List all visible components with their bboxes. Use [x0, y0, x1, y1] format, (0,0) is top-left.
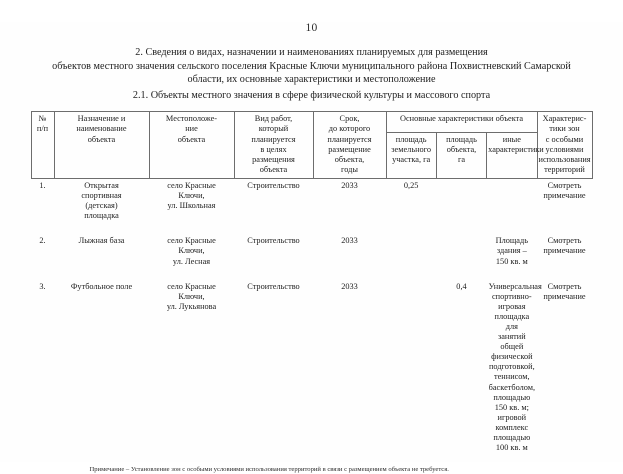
- cell-other-chars: [487, 234, 537, 268]
- cell-object-area: [436, 178, 486, 223]
- cell-line: ул. Лесная: [172, 256, 211, 266]
- header-group-main-characteristics: Основные характеристики объекта: [386, 112, 537, 132]
- cell-line: 2033: [341, 180, 358, 190]
- cell-num: 2.: [39, 236, 46, 246]
- cell-line: Футбольное поле: [70, 281, 133, 291]
- cell-location: [149, 178, 234, 223]
- cell-line: 2033: [341, 281, 358, 291]
- cell-name: [54, 234, 149, 268]
- cell-line: Лыжная база: [78, 236, 125, 246]
- cell-line: Смотреть: [547, 180, 582, 190]
- cell-line: примечание: [543, 191, 586, 201]
- cell-line: подготовкой,: [488, 362, 535, 372]
- cell-work-type: [234, 234, 313, 268]
- cell-term: [313, 280, 386, 456]
- cell-line: 100 кв. м: [495, 443, 528, 453]
- cell-work-type: [234, 280, 313, 456]
- cell-zone-chars: [537, 280, 592, 456]
- table-row: [31, 178, 592, 223]
- cell-line: Строительство: [247, 180, 300, 190]
- cell-line: примечание: [543, 291, 586, 301]
- cell-line: Смотреть: [547, 236, 582, 246]
- cell-line: здания –: [496, 246, 527, 256]
- cell-line: физической: [491, 352, 533, 362]
- cell-num: 3.: [39, 281, 46, 291]
- cell-land-area: [386, 234, 436, 268]
- row-spacer-cell: [31, 223, 592, 234]
- row-spacer: [31, 269, 592, 280]
- header-land-area: площадь земельного участка, га: [386, 132, 436, 178]
- table-note: Примечание – Установление зон с особыми условиями использования территорий в связи с размещением объекта не требуется.: [89, 466, 449, 474]
- cell-object-area: [436, 234, 486, 268]
- document-page: [0, 22, 623, 474]
- title-line-2: объектов местного значения сельского поселения Красные Ключи муниципального района Похвистневский Самарской: [52, 60, 571, 72]
- header-object-area: площадь объекта, га: [436, 132, 486, 178]
- table-header-row-1: [31, 112, 592, 132]
- header-name: Назначение и наименование объекта: [54, 112, 149, 179]
- cell-object-area: [436, 280, 486, 456]
- row-spacer: [31, 223, 592, 234]
- title-line-3: области, их основные характеристики и местоположение: [187, 74, 436, 86]
- cell-line: игровая: [498, 301, 526, 311]
- cell-line: Строительство: [247, 236, 300, 246]
- header-zone-characteristics: Характерис- тики зон с особыми условиями использования территорий: [537, 112, 592, 179]
- cell-line: 0,25: [403, 180, 419, 190]
- cell-work-type: [234, 178, 313, 223]
- cell-line: 2033: [341, 236, 358, 246]
- page-number: 10: [305, 22, 318, 34]
- cell-line: площадью: [493, 392, 531, 402]
- cell-line: ул. Лукьянова: [166, 301, 217, 311]
- cell-land-area: [386, 178, 436, 223]
- cell-num: 1.: [39, 180, 46, 190]
- cell-land-area: [386, 280, 436, 456]
- document-subtitle: 2.1. Объекты местного значения в сфере физической культуры и массового спорта: [132, 89, 491, 101]
- cell-zone-chars: [537, 178, 592, 223]
- document-title-block: [0, 46, 623, 102]
- cell-line: спортивно-: [492, 291, 532, 301]
- cell-line: 150 кв. м: [495, 256, 528, 266]
- cell-name: [54, 280, 149, 456]
- cell-line: площадка для: [494, 311, 530, 331]
- cell-line: площадью: [493, 433, 531, 442]
- cell-term: [313, 178, 386, 223]
- cell-location: [149, 234, 234, 268]
- cell-other-chars: [487, 178, 537, 223]
- cell-location: [149, 280, 234, 456]
- cell-line: игровой: [497, 412, 527, 422]
- cell-line: площадка: [84, 211, 119, 221]
- cell-line: баскетболом,: [488, 382, 536, 392]
- cell-line: село Красные: [167, 236, 216, 246]
- table-row: [31, 280, 592, 456]
- cell-line: 0,4: [456, 281, 467, 291]
- cell-line: Ключи,: [178, 291, 205, 301]
- cell-line: комплекс: [495, 422, 529, 432]
- objects-table: [31, 111, 593, 455]
- cell-other-chars: [487, 280, 542, 456]
- cell-line: Площадь: [495, 236, 528, 246]
- cell-line: примечание: [543, 246, 586, 256]
- cell-line: 150 кв. м;: [494, 402, 529, 412]
- cell-line: Смотреть: [547, 281, 582, 291]
- cell-line: занятий общей: [497, 332, 526, 352]
- cell-line: (детская): [85, 201, 118, 211]
- header-work-type: Вид работ, который планируется в целях размещения объекта: [234, 112, 313, 179]
- cell-line: село Красные: [167, 180, 216, 190]
- header-other-characteristics: иные характеристики: [487, 132, 537, 178]
- header-num: № п/п: [31, 112, 54, 179]
- table-body: [31, 178, 592, 455]
- cell-line: село Красные: [167, 281, 216, 291]
- cell-name: [54, 178, 149, 223]
- cell-line: Ключи,: [178, 191, 205, 201]
- objects-table-wrapper: [31, 111, 593, 455]
- title-line-1: 2. Сведения о видах, назначении и наименованиях планируемых для размещения: [135, 47, 488, 58]
- header-location: Местоположе- ние объекта: [149, 112, 234, 179]
- cell-line: ул. Школьная: [167, 201, 216, 211]
- cell-line: теннисом,: [494, 372, 530, 382]
- cell-line: Открытая: [84, 180, 119, 190]
- row-spacer-cell: [31, 269, 592, 280]
- cell-line: Ключи,: [178, 246, 205, 256]
- cell-term: [313, 234, 386, 268]
- table-row: [31, 234, 592, 268]
- cell-line: спортивная: [81, 191, 122, 201]
- cell-line: Универсальная: [488, 281, 542, 291]
- header-term: Срок, до которого планируется размещение объекта, годы: [313, 112, 386, 179]
- cell-line: Строительство: [247, 281, 300, 291]
- table-header: [31, 112, 592, 179]
- cell-zone-chars: [537, 234, 592, 268]
